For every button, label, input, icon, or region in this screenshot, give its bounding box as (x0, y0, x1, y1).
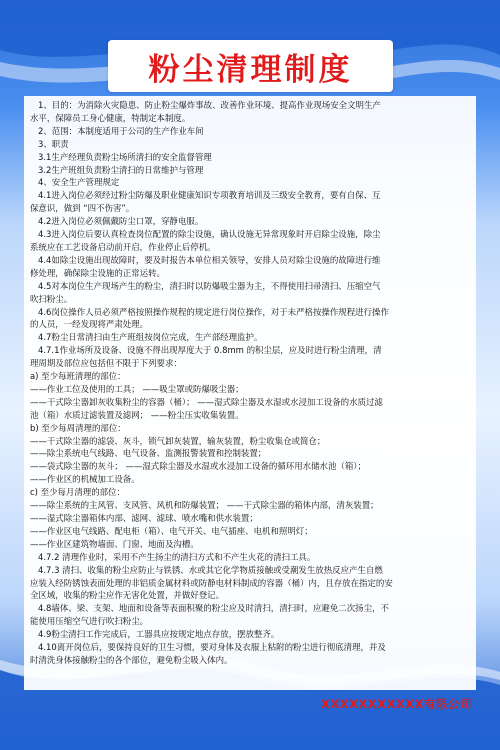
text-line: ——干式除尘器卸灰收集粉尘的容器（桶）； ——湿式除尘器及水湿或水浸加工设备的水质过滤 (30, 396, 383, 407)
text-line: ——除尘系统的主风管、支风管、风机和防爆装置； ——干式除尘器的箱体内部，清灰装置； (30, 500, 379, 511)
text-line: 4.9粉尘清扫工作完成后，工器具应按规定地点存放，摆放整齐。 (38, 629, 280, 640)
text-line: ——作业工位及使用的工具； ——吸尘罩或防爆吸尘器； (30, 383, 244, 394)
text-line: 4.8墙体、梁、支架、地面和设备等表面积聚的粉尘应及时清扫，清扫时，应避免二次扬尘，不 (38, 603, 389, 614)
text-line: ——除尘系统电气线路、电气设备、监测报警装置和控制装置； (30, 448, 267, 459)
text-line: 应装入经防锈蚀表面处理的非铝质金属材料或防静电材料制成的容器（桶）内，且存放在指定的安 (30, 577, 393, 588)
text-line: ——作业区的机械加工设备。 (30, 474, 140, 485)
text-line: 的人员，一经发现将严肃处理。 (30, 319, 149, 330)
text-line: 4.10离开岗位后，要保持良好的卫生习惯，要对身体及衣服上粘附的粉尘进行彻底清理，并及 (38, 642, 386, 653)
text-line: a) 至少每班清理的部位： (30, 371, 126, 382)
text-line: 全区域，收集的粉尘应作无害化处置，并做好登记。 (30, 590, 225, 601)
text-line: c) 至少每月清理的部位： (30, 487, 125, 498)
text-line: 4.4如除尘设施出现故障时，要及时报告本单位相关领导，安排人员对除尘设施的故障进行维 (38, 254, 381, 265)
text-line: ——作业区建筑物墙面、门窗、地面及沟槽。 (30, 538, 199, 549)
title-box (108, 40, 393, 92)
text-line: 4.7粉尘日常清扫由生产班组按岗位完成，生产部经理监护。 (38, 332, 263, 343)
text-line: 3.1生产经理负责粉尘场所清扫的安全监督管理 (38, 151, 212, 162)
text-line: 4.3进入岗位后要认真检查岗位配置的除尘设施，确认设施无异常现象时开启除尘设施，除尘 (38, 229, 381, 240)
text-line: ——湿式除尘器箱体内部、滤网、滤球、喷水嘴和供水装置； (30, 513, 258, 523)
text-line: 4.7.2 清理作业时，采用不产生扬尘的清扫方式和不产生火花的清扫工具。 (38, 551, 316, 562)
text-line: 系统应在工艺设备启动前开启，作业停止后停机。 (30, 241, 216, 252)
text-line: 理周期及部位应包括但不限于下列要求： (30, 358, 182, 369)
text-line: ——干式除尘器的滤袋、灰斗，锁气卸灰装置，输灰装置，粉尘收集仓或简仓； (30, 435, 326, 446)
text-line: 4.6岗位操作人员必须严格按照操作规程的规定进行岗位操作，对于未严格按操作规程进行操作 (38, 306, 389, 317)
text-line: 3、职责 (38, 138, 69, 149)
text-line: 4.7.1作业场所及设备、设施不得出现厚度大于 0.8mm 的积尘层，应及时进行粉尘清理，清 (38, 345, 382, 356)
text-line: 水平，保障员工身心健康，特制定本制度。 (30, 112, 191, 123)
text-line: 1、目的：为消除火灾隐患、防止粉尘爆炸事故、改善作业环境、提高作业现场安全文明生产 (38, 100, 381, 110)
text-line: 吹扫粉尘。 (30, 293, 73, 304)
text-line: 3.2生产班组负责粉尘清扫的日常维护与管理 (38, 164, 204, 175)
text-line: 修处理，确保除尘设施的正常运转。 (30, 267, 165, 278)
text-line: 4.2进入岗位必须佩戴防尘口罩，穿静电服。 (38, 216, 204, 227)
text-line: 时清洗身体接触粉尘的各个部位，避免粉尘吸入体内。 (30, 654, 233, 665)
text-line: 池（箱）水质过滤装置及滤网； ——粉尘压实收集装置。 (30, 409, 244, 420)
text-line: 4.5对本岗位生产现场产生的粉尘，清扫时以防爆吸尘器为主，不得使用扫帚清扫、压缩空气 (38, 280, 381, 291)
text-line: ——袋式除尘器的灰斗； ——湿式除尘器及水湿或水浸加工设备的循环用水储水池（箱）； (30, 461, 366, 472)
company-name: XXXXXXXXXXX有限公司 (320, 697, 472, 711)
text-line: 能使用压缩空气进行吹扫粉尘。 (30, 616, 149, 627)
regulation-text (30, 99, 472, 667)
text-line: 保意识，做到 “四不伤害”。 (30, 203, 135, 214)
text-line: 4.7.3 清扫、收集的粉尘应防止与铁锈、水或其它化学物质接触或受潮发生放热反应产生自燃 (38, 564, 383, 575)
page-title: 粉尘清理制度 (148, 51, 353, 88)
text-line: 2、范围：本制度适用于公司的生产作业车间 (38, 125, 204, 136)
text-line: 4、安全生产管理规定 (38, 177, 120, 188)
text-line: b) 至少每周清理的部位： (30, 422, 126, 433)
text-line: 4.1进入岗位必须经过粉尘防爆及职业健康知识专项教育培训及三级安全教育，要有自保、互 (38, 190, 381, 201)
text-line: ——作业区电气线路、配电柜（箱）、电气开关、电气插座、电机和照明灯； (30, 525, 313, 536)
